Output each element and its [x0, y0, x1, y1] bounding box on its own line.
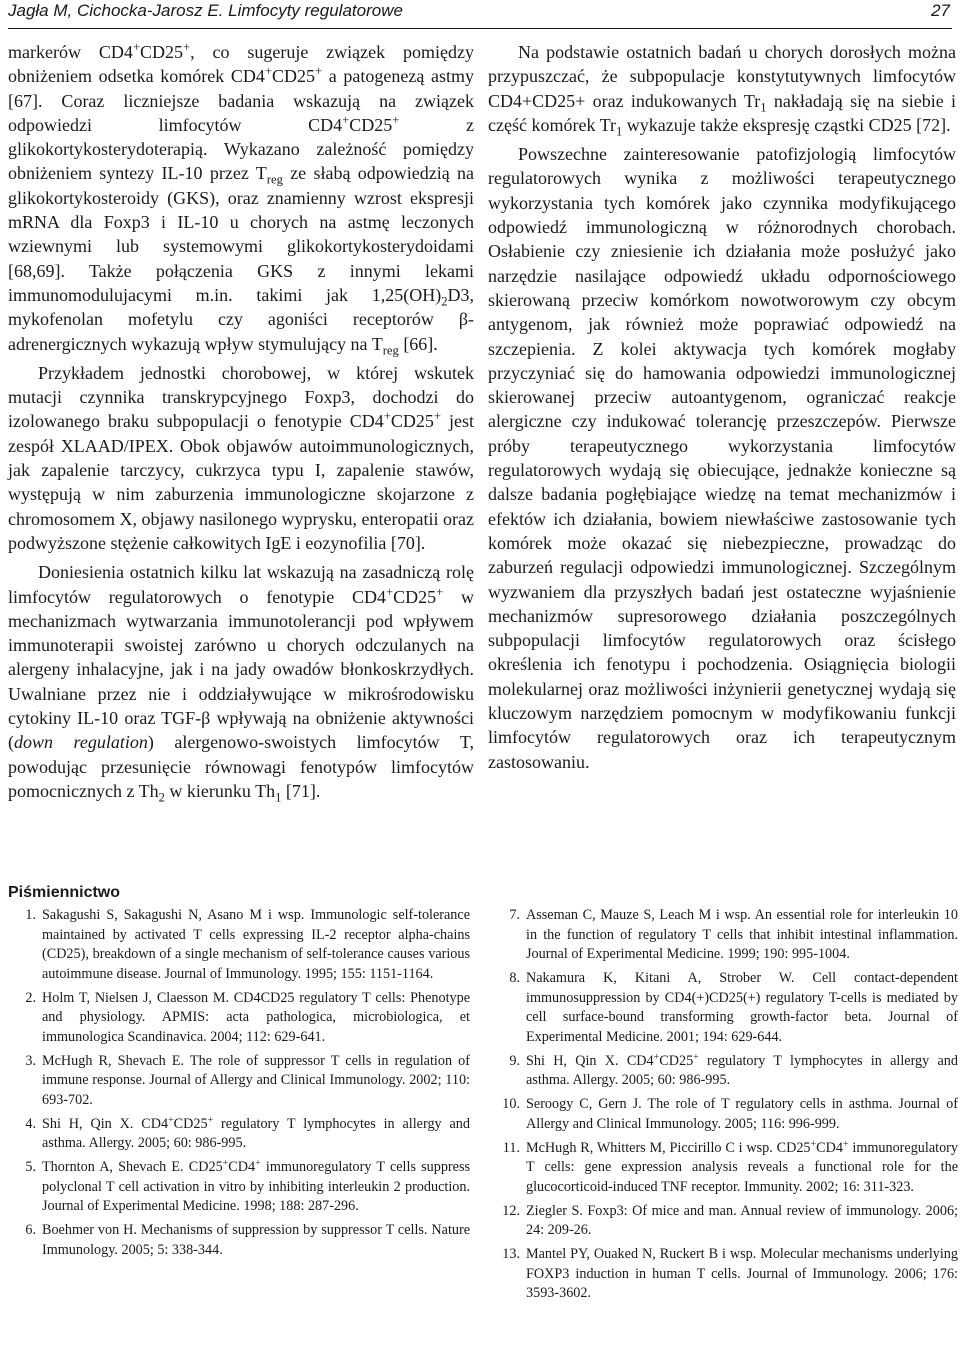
references-right	[496, 906, 958, 1308]
paragraph: Powszechne zainteresowanie patofizjologią limfocytów regulatorowych wynika z możliwości terapeutycznego wykorzystania tych komórek jako czynnika modyfikującego odpowiedź immunologiczną w różnorodnych chorobach. Osłabienie czy zniesienie ich działania może posłużyć jako narzędzie nasilające odpowiedź układu odpornościowego skierowaną przeciw komórkom nowotworowym czy obcym antygenom, jak również może poprawiać odpowiedź na szczepienia. Z kolei aktywacja tych komórek mogłaby przyczyniać się do hamowania odpowiedzi immunologicznej skierowanej przeciw autoantygenom, ograniczać reakcje alergiczne czy indukować tolerancję przeszczepów. Pierwsze próby terapeutycznego wykorzystania limfocytów regulatorowych wydają się obiecujące, jednakże konieczne są dalsze badania pogłębiające wiedzę na temat mechanizmów i efektów ich działania, bowiem niewłaściwe zastosowanie tych komórek może okazać się niebezpieczne, prowadząc do zaburzeń regulacji odpowiedzi immunologicznej. Szczególnym wyzwaniem dla przyszłych badań jest ostateczne wyjaśnienie mechanizmów supresorowego działania poszczególnych subpopulacji limfocytów regulatorowych oraz ścisłego określenia ich fenotypu i pochodzenia. Osiągnięcia biologii molekularnej oraz możliwości inżynierii genetycznej wydają się kluczowym narzędziem pomocnym w modyfikowaniu funkcji limfocytów regulatorowych oraz ich terapeutycznym zastosowaniu.	[488, 144, 956, 772]
reference-item	[496, 1052, 958, 1091]
paragraph: Na podstawie ostatnich badań u chorych dorosłych można przypuszczać, że subpopulacje konstytutywnych limfocytów CD4+CD25+ oraz indukowanych $Tr_1$ nakładają się na siebie i część komórek $Tr_1$ wykazuje także ekspresję cząstki CD25 [72].	[488, 42, 957, 139]
reference-text: Mantel PY, Ouaked N, Ruckert B i wsp. Molecular mechanisms underlying FOXP3 induction in human T cells. Journal of Immunology. 2006; 176: 3593-3602.	[526, 1246, 958, 1301]
reference-text: Seroogy C, Gern J. The role of T regulatory cells in asthma. Journal of Allergy and Clinical Immunology. 2005; 116: 996-999.	[526, 1096, 958, 1132]
bibliography-title: Piśmiennictwo	[8, 884, 121, 901]
paragraph: Doniesienia ostatnich kilku lat wskazują na zasadniczą rolę limfocytów regulatorowych o fenotypie CD4+CD25+ w mechanizmach wytwarzania immunotolerancji pod wpływem immunoterapii swoistej zarówno u chorych odczulanych na alergeny inhalacyjne, jak i na jady owadów błonkoskrzydłych. Uwalniane przez nie i oddziaływujące w mikrośrodowisku cytokiny IL-10 oraz TGF-β wpływają na obniżenie aktywności (down regulation) alergenowo-swoistych limfocytów T, powodując przesunięcie równowagi fenotypów limfocytów pomocnicznych z $Th_2$ w kierunku $Th_1$ [71].	[8, 562, 474, 805]
reference-number: 9.	[509, 1052, 520, 1069]
reference-number: 6.	[25, 1222, 36, 1238]
reference-number: 8.	[509, 970, 520, 986]
paragraph: Przykładem jednostki chorobowej, w której wskutek mutacji czynnika transkrypcyjnego Foxp3, dochodzi do izolowanego braku subpopulacji o fenotypie CD4+CD25+ jest zespół XLAAD/IPEX. Obok objawów autoimmunologicznych, jak zapalenie tarczycy, cukrzyca typu I, zapalenie stawów, występują w nim zaburzenia immunologiczne skojarzone z chromosomem X, objawy nasilonego wyprysku, enteropatii oraz podwyższone stężenie całkowitych IgE i eozynofilia [70].	[8, 362, 475, 553]
reference-item	[12, 906, 470, 984]
reference-number: 2.	[25, 989, 36, 1006]
left-column	[8, 40, 474, 803]
reference-text: McHugh R, Shevach E. The role of suppressor T cells in regulation of immune response. Journal of Allergy and Clinical Immunology. 2002; 110: 693-702.	[42, 1052, 470, 1108]
reference-text: Boehmer von H. Mechanisms of suppression by suppressor T cells. Nature Immunology. 2005; 5: 338-344.	[42, 1222, 470, 1258]
reference-number: 11.	[502, 1139, 520, 1156]
reference-number: 4.	[25, 1115, 36, 1132]
reference-item	[12, 989, 470, 1048]
reference-item	[496, 1202, 958, 1241]
reference-item	[12, 1052, 470, 1111]
reference-text: McHugh R, Whitters M, Piccirillo C i wsp. CD25+CD4+ immunoregulatory T cells: gene expression analysis reveals a functional role for the glucocorticoid-induced TNF receptor. Immunity. 2002; 16: 311-323.	[526, 1137, 958, 1195]
reference-text: Holm T, Nielsen J, Claesson M. CD4CD25 regulatory T cells: Phenotype and physiology. APMIS: acta pathologica, microbiologica, et immunologica Scandinavica. 2004; 112: 629-641.	[42, 989, 470, 1045]
running-title: Jagła M, Cichocka-Jarosz E. Limfocyty regulatorowe	[8, 1, 403, 20]
reference-number: 12.	[502, 1202, 520, 1219]
reference-text: Thornton A, Shevach E. CD25+CD4+ immunoregulatory T cells suppress polyclonal T cell activation in vitro by inhibiting interleukin 2 production. Journal of Experimental Medicine. 1998; 188: 287-296.	[42, 1157, 470, 1214]
page-number: 27	[931, 1, 950, 20]
reference-item	[496, 906, 958, 965]
reference-text: Shi H, Qin X. CD4+CD25+ regulatory T lymphocytes in allergy and asthma. Allergy. 2005; 60: 986-995.	[526, 1050, 958, 1088]
page-header	[8, 0, 952, 29]
reference-number: 5.	[25, 1159, 36, 1175]
reference-number: 13.	[502, 1246, 520, 1262]
paragraph: markerów CD4+CD25+, co sugeruje związek pomiędzy obniżeniem odsetka komórek CD4+CD25+ a patogenezą astmy [67]. Coraz liczniejsze badania wskazują na związek odpowiedzi limfocytów CD4+CD25+ z glikokortykosterydoterapią. Wykazano zależność pomiędzy obniżeniem syntezy IL-10 przez $T_{reg}$ ze słabą odpowiedzią na glikokortykosteroidy (GKS), oraz znamienny wzrost ekspresji mRNA dla Foxp3 i IL-10 u chorych na astmę leczonych wziewnymi lub systemowymi glikokortykosterydoidami [68,69]. Także połączenia GKS z innymi lekami immunomodulujacymi m.in. takimi jak $1,25(OH)_2D3$, mykofenolan mofetylu czy agoniści receptorów β-adrenergicznych wykazują wpływ stymulujący na $T_{reg}$ [66].	[8, 40, 474, 358]
reference-text: Shi H, Qin X. CD4+CD25+ regulatory T lymphocytes in allergy and asthma. Allergy. 2005; 60: 986-995.	[42, 1113, 470, 1151]
right-column	[488, 40, 956, 774]
references-left	[12, 906, 470, 1265]
reference-item	[12, 1221, 470, 1260]
reference-number: 3.	[25, 1052, 36, 1069]
reference-item	[12, 1115, 470, 1154]
reference-text: Asseman C, Mauze S, Leach M i wsp. An essential role for interleukin 10 in the function of regulatory T cells that inhibit intestinal inflammation. Journal of Experimental Medicine. 1999; 190: 995-1004.	[526, 907, 958, 962]
reference-item	[496, 1095, 958, 1134]
reference-number: 10.	[502, 1096, 520, 1112]
reference-text: Sakagushi S, Sakagushi N, Asano M i wsp. Immunologic self-tolerance maintained by activated T cells expressing IL-2 receptor alpha-chains (CD25), breakdown of a single mechanism of self-tolerance causes various autoimmune disease. Journal of Immunology. 1995; 155: 1151-1164.	[42, 907, 470, 982]
reference-item	[496, 1139, 958, 1198]
reference-text: Ziegler S. Foxp3: Of mice and man. Annual review of immunology. 2006; 24: 209-26.	[526, 1202, 958, 1238]
reference-item	[496, 1245, 958, 1304]
reference-text: Nakamura K, Kitani A, Strober W. Cell contact-dependent immunosuppression by CD4(+)CD25(+) regulatory T-cells is mediated by cell surface-bound transforming growth-factor beta. Journal of Experimental Medicine. 2001; 194: 629-644.	[526, 970, 958, 1045]
reference-number: 7.	[509, 907, 520, 923]
reference-item	[12, 1158, 470, 1217]
reference-number: 1.	[25, 907, 36, 923]
reference-item	[496, 969, 958, 1047]
